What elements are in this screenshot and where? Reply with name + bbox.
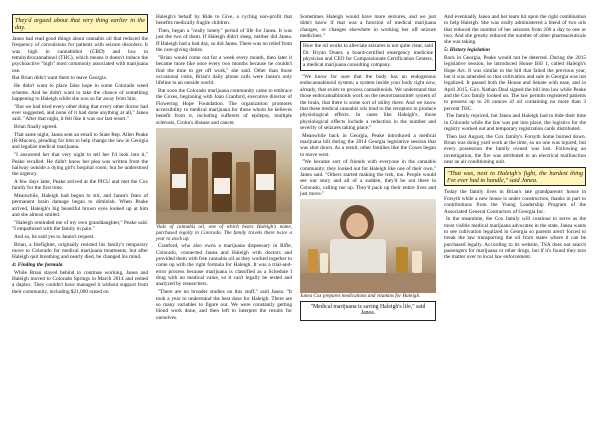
body-paragraph: While Brian stayed behind to continue working, Janea and Haleigh moved to Colorado Springs in March 2014 and rented a duplex. They couldn't have managed it without support from their community, including $21,000 raised on bbox=[12, 269, 148, 295]
body-paragraph: Back in Georgia, Peake would not be deterred. During the 2015 legislative session, he introduced House Bill 1, called Haleigh's Hope Act. It was similar to the bill that failed the previous year, but it was amended so that cultivation and sale in Georgia was not legalized. It passed both the House and Senate with ease, and in April 2015, Gov. Nathan Deal signed the bill into law while Peake and the Cox family looked on. The law permits registered patients to possess up to 20 ounces of oil containing no more than 3 percent THC. bbox=[444, 54, 586, 112]
section-heading: 5: History legislation bbox=[444, 47, 490, 54]
body-paragraph: That same night, Janea sent an email to State Rep. Allen Peake (R-Macon), pleading for him to help change the law in Georgia and legalize medical marijuana. bbox=[12, 131, 148, 151]
body-paragraph: Janea had read good things about cannabis oil that reduced the frequency of convulsions for patients with seizure disorders. It was high in cannabidiol (CBD) and low in tetrahydrocannabinol (THC), which means it doesn't induce the psychoactive "high" most commonly associated with marijuana use. bbox=[12, 36, 148, 74]
photo-caption: Janea Cox prepares medications and vitamins for Haleigh. bbox=[300, 293, 421, 300]
janea-preparing-medications-photo bbox=[300, 199, 436, 293]
boxed-paragraph-text: How the oil works to alleviate seizures is not quite clear, said Dr. Bryan Doner, a board-certified emergency medicine physician and CEO for Compassionate Certification Centers, a medical marijuana consulting company. bbox=[303, 43, 433, 69]
body-paragraph: But soon the Colorado marijuana community came to embrace the Coxes, beginning with Joan Cranford, executive director of Flowering Hope Foundation. The organization promotes accessibility to medical marijuana for those whom he believes benefit from it, including sufferers of epilepsy, multiple sclerosis, Crohn's disease and cancer. bbox=[156, 87, 292, 126]
cannabis-oil-vials-photo bbox=[156, 128, 292, 224]
photo-caption: Vials of cannabis oil, one of which bears Haleigh's name, purchased legally in Colorado. The family travels there twice a year to stock up. bbox=[156, 224, 292, 243]
body-paragraph: But Brian didn't want them to leave Georgia. bbox=[12, 75, 108, 82]
body-paragraph: "Haleigh reminded me of my own granddaughter," Peake said. "I empathized with the family in pain." bbox=[12, 219, 148, 233]
body-paragraph: Meanwhile, Haleigh had begun to stir, and Janea's fears of permanent brain damage began to diminish. When Peake arrived, Haleigh's big beautiful brown eyes looked up at him and she almost smiled. bbox=[12, 193, 148, 219]
body-paragraph: Brian, a firefighter, originally resisted his family's temporary move to Colorado for medical marijuana treatments, but after Haleigh quit breathing and nearly died, he changed his mind. bbox=[12, 241, 148, 261]
body-paragraph: Cranford, who also owns a marijuana dispensary in Rifle, Colorado, connected Janea and Haleigh with doctors and provided them with free cannabis oil as they worked together to come up with the right formula for Haleigh. It was a trial-and-error process because marijuana is classified as a Schedule I drug with no medical value, so it can't legally be tested and analyzed by researchers. bbox=[156, 243, 292, 288]
body-paragraph: A few days later, Peake arrived at the PICU and met the Cox family for the first time. bbox=[12, 178, 148, 192]
body-paragraph: "There are no broader studies on this stuff," said Janea. "It took a year to understand the best dose for Haleigh. There are so many variables to figure out. We were constantly getting blood work done, and then left to interpret the results for ourselves. bbox=[156, 289, 292, 321]
body-paragraph: He didn't want to place false hope in some Colorado weed scheme. And he didn't want to take the chance of something happening to Haleigh while she was so far away from him. bbox=[12, 83, 148, 102]
body-paragraph: Then last August, the Cox family's Forsyth home burned down. Brian was doing yard work at the time, so no one was injured, but every possession the family owned was lost. Following an investigation, the fire was attributed to an electrical malfunction near an air conditioning unit. bbox=[444, 133, 586, 166]
pull-quote-box bbox=[12, 14, 148, 33]
body-paragraph: The family rejoiced, but Janea and Haleigh had to bide their time in Colorado while the law was put into place, the logistics for the registry worked out and temporary registration cards distributed. bbox=[444, 113, 586, 133]
body-paragraph: Meanwhile back in Georgia, Peake introduced a medical marijuana bill during the 2014 Georgia legislative session that was shot down. As a result, other families like the Coxes began to move west. bbox=[300, 132, 436, 158]
body-paragraph: Sometimes Haleigh would have more seizures, and we just didn't know if that was a function of medical marijuana changes, or changes elsewhere in working her off seizure medicines." bbox=[300, 14, 436, 40]
body-paragraph: "Brian would come out for a week every month, then later it became more like once every two months because he couldn't find the time to get off work," she said. Other than those occasional visits, Brian's daily phone calls were Janea's only lifeline to an outside world. bbox=[156, 54, 292, 87]
body-paragraph: And so, he said yes to Janea's request. bbox=[14, 233, 95, 240]
body-paragraph: "We became sort of friends with everyone in the cannabis community; they looked out for Haleigh like one of their own," Janea said. "Others started making the trek, too. People would see our story and all of a sudden, they'd be out there in Colorado, calling me up. They'd pack up their entire lives and just move." bbox=[300, 159, 436, 198]
pull-quote-box bbox=[444, 167, 586, 186]
pull-quote-text: They'd argued about that very thing earlier in the day. bbox=[15, 16, 145, 31]
column-1 bbox=[12, 14, 148, 297]
column-3 bbox=[300, 14, 436, 324]
body-paragraph: Today the family lives in Brian's late grandparents' house in Forsyth while a new house is under construction, thanks in part to contributions from the Young Leadership Program of the Associated General Contractors of Georgia Inc. bbox=[444, 189, 586, 215]
quote-box bbox=[300, 301, 436, 322]
body-paragraph: In the meantime, the Cox family will continue to serve as the most visible medical marijuana advocates in the state. Janea wants to see cultivation legalized in Georgia so parents aren't forced to break the law transporting the oil from states where it can be purchased legally. According to its website, TSA does not search passengers for marijuana or other drugs, but if it's found they turn the matter over to local law enforcement. bbox=[444, 216, 586, 261]
body-paragraph: Haleigh's behalf by Ride to Give, a cycling non-profit that benefits medically fragile children. bbox=[156, 14, 292, 27]
body-paragraph: And eventually Janea and her team hit upon the right combination to help Haleigh. She was orally administered a blend of two oils that reduced the number of her seizures from 200 a day to one or two. And she greatly reduced the number of other pharmaceuticals she was taking. bbox=[444, 14, 586, 46]
section-heading: 4: Finding the formula bbox=[12, 262, 63, 269]
body-paragraph: Then, began a "really lonely" period of life for Janea. It was just the two of them. If Haleigh didn't sleep, neither did Janea. If Haleigh had a bad day, so did Janea. There was no relief from the care-giving duties. bbox=[156, 28, 292, 54]
quote-text: "Medical marijuana is saving Haleigh's life," said Janea. bbox=[310, 303, 426, 317]
column-4 bbox=[444, 14, 586, 262]
body-paragraph: "But we had tried every other thing that every other doctor had ever suggested, and none of it had done anything at all," Janea said. "After that night, it felt like it was our last resort." bbox=[12, 103, 148, 123]
body-paragraph: Brian finally agreed. bbox=[14, 124, 58, 131]
body-paragraph: "I answered her that very night to tell her I'd look into it," Peake recalled. He didn't know her plea was written from the hallway outside a dying girl's hospital room, but he understood the urgency. bbox=[12, 152, 148, 178]
boxed-paragraph bbox=[300, 41, 436, 71]
body-paragraph: "We know for sure that the body has an endogenous endocannabinoid system; a system inside your body right now, already, that exists to process cannabinoids. We understand that those endocannabinoids work on the neurotransmitter system of the brain, that there is some sort of utility there. And we know that these medical cannabis oils bind to the receptors to produce physiological effects. In cases like Haleigh's, those physiological effects include a reduction in the number and severity of seizures taking place." bbox=[300, 74, 436, 131]
column-2 bbox=[156, 14, 292, 322]
pull-quote-text: "That was, next to Haleigh's fight, the hardest thing I've ever had to handle," said Janea. bbox=[447, 169, 583, 184]
